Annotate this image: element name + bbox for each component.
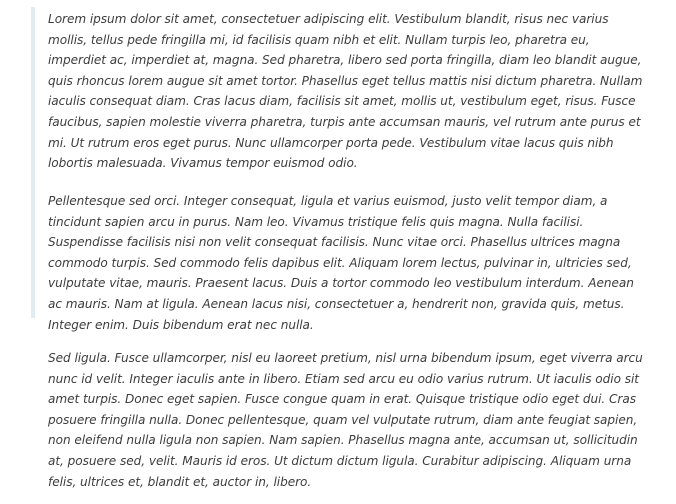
blockquote-paragraph-2: Pellentesque sed orci. Integer consequat, ligula et varius euismod, justo velit tempor diam, a tincidunt sapien arcu in purus. Nam leo. Vivamus tristique felis quis magna. Nulla facilisi. Suspendisse facilisis nisi non velit consequat facilisis. Nunc vitae orci. Phasellus ultrices magna commodo turpis. Sed commodo felis dapibus elit. Aliquam lorem lectus, pulvinar in, ultricies sed, vulputate vitae, mauris. Praesent lacus. Duis a tortor commodo leo vestibulum interdum. Aenean ac mauris. Nam at ligula. Aenean lacus nisi, consectetuer a, hendrerit non, gravida quis, metus. Integer enim. Duis bibendum erat nec nulla. — [48, 194, 634, 332]
body-paragraph: Sed ligula. Fusce ullamcorper, nisl eu laoreet pretium, nisl urna bibendum ipsum, eget viverra arcu nunc id velit. Integer iaculis ante in libero. Etiam sed arcu eu odio varius rutrum. Ut iaculis odio sit amet turpis. Donec eget sapien. Fusce congue quam in erat. Quisque tristique odio eget dui. Cras posuere fringilla nulla. Donec pellentesque, quam vel vulputate rutrum, diam ante feugiat sapien, non eleifend nulla ligula non sapien. Nam sapien. Phasellus magna ante, accumsan ut, sollicitudin at, posuere sed, velit. Mauris id eros. Ut dictum dictum ligula. Curabitur adipiscing. Aliquam urna felis, ultrices et, blandit et, auctor in, libero. — [48, 351, 643, 489]
blockquote-paragraph-1: Lorem ipsum dolor sit amet, consectetuer adipiscing elit. Vestibulum blandit, risus nec varius mollis, tellus pede fringilla mi, id facilisis quam nibh et elit. Nullam turpis leo, pharetra eu, imperdiet ac, imperdiet at, magna. Sed pharetra, libero sed porta fringilla, diam leo blandit augue, quis rhoncus lorem augue sit amet tortor. Phasellus eget tellus mattis nisi dictum pharetra. Nullam iaculis consequat diam. Cras lacus diam, facilisis sit amet, mollis ut, vestibulum eget, risus. Fusce faucibus, sapien molestie viverra pharetra, turpis ante accumsan mauris, vel rutrum ante purus et mi. Ut rutrum eros eget purus. Nunc ullamcorper porta pede. Vestibulum vitae lacus quis nibh lobortis malesuada. Vivamus tempor euismod odio. — [48, 12, 643, 171]
blockquote-bar — [31, 7, 35, 318]
